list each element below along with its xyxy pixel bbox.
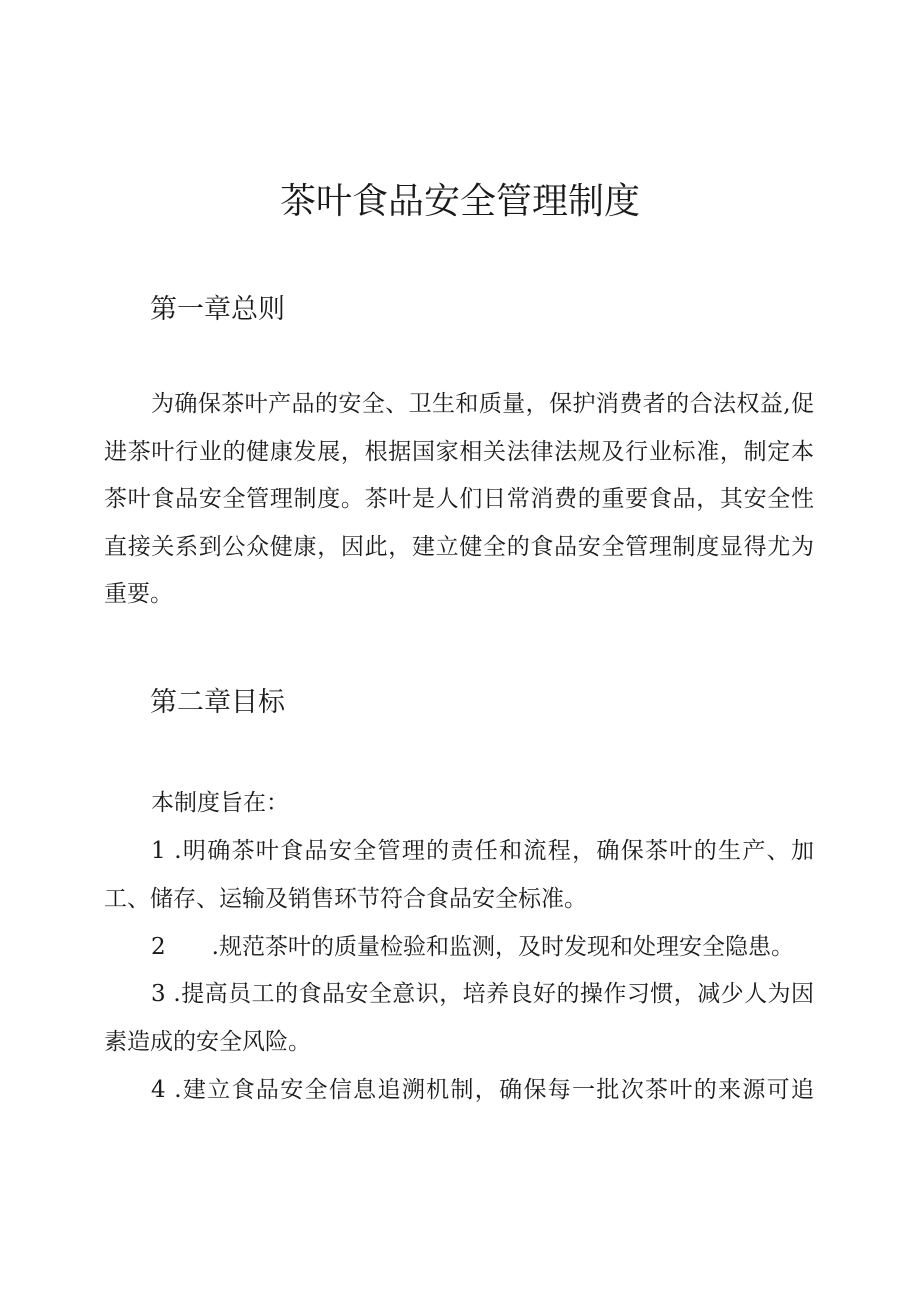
goal-item-3 bbox=[104, 971, 814, 1066]
goal-item-line bbox=[104, 1067, 814, 1115]
paragraph-line: 茶叶食品安全管理制度。茶叶是人们日常消费的重要食品，其安全性 bbox=[104, 486, 814, 513]
goal-item-2 bbox=[104, 924, 814, 972]
goal-item-number: 4 bbox=[151, 1077, 166, 1103]
goal-item-text: .建立食品安全信息追溯机制，确保每一批次茶叶的来源可追 bbox=[174, 1077, 815, 1103]
paragraph-line: 直接关系到公众健康，因此，建立健全的食品安全管理制度显得尤为 bbox=[104, 533, 814, 560]
paragraph-line: 进茶叶行业的健康发展，根据国家相关法律法规及行业标准，制定本 bbox=[104, 438, 814, 465]
chapter-1-heading: 第一章总则 bbox=[150, 294, 285, 325]
goal-item-line: 工、储存、运输及销售环节符合食品安全标准。 bbox=[104, 885, 587, 912]
chapter-2-heading: 第二章目标 bbox=[150, 687, 285, 718]
paragraph-line: 重要。 bbox=[104, 581, 173, 608]
document-title: 茶叶食品安全管理制度 bbox=[279, 181, 640, 222]
goal-item-line bbox=[104, 971, 814, 1019]
intro-line: 本制度旨在： bbox=[151, 790, 289, 816]
goal-item-number: 2 bbox=[151, 934, 166, 960]
goal-item-1 bbox=[104, 828, 814, 923]
goal-item-line bbox=[104, 828, 814, 876]
goal-item-text: .明确茶叶食品安全管理的责任和流程，确保茶叶的生产、加 bbox=[174, 838, 815, 864]
chapter-2-intro bbox=[104, 780, 814, 828]
chapter-1-paragraph bbox=[104, 381, 814, 619]
paragraph-line: 为确保茶叶产品的安全、卫生和质量，保护消费者的合法权益,促 bbox=[151, 391, 814, 417]
goal-item-text: .提高员工的食品安全意识，培养良好的操作习惯，减少人为因 bbox=[173, 981, 815, 1007]
goal-item-number: 1 bbox=[151, 838, 166, 864]
goal-item-text: .规范茶叶的质量检验和监测，及时发现和处理安全隐患。 bbox=[211, 934, 794, 960]
goal-item-4 bbox=[104, 1067, 814, 1115]
goal-item-number: 3 bbox=[151, 981, 166, 1007]
goal-item-line: 素造成的安全风险。 bbox=[104, 1028, 311, 1055]
goal-item-line bbox=[104, 924, 814, 972]
